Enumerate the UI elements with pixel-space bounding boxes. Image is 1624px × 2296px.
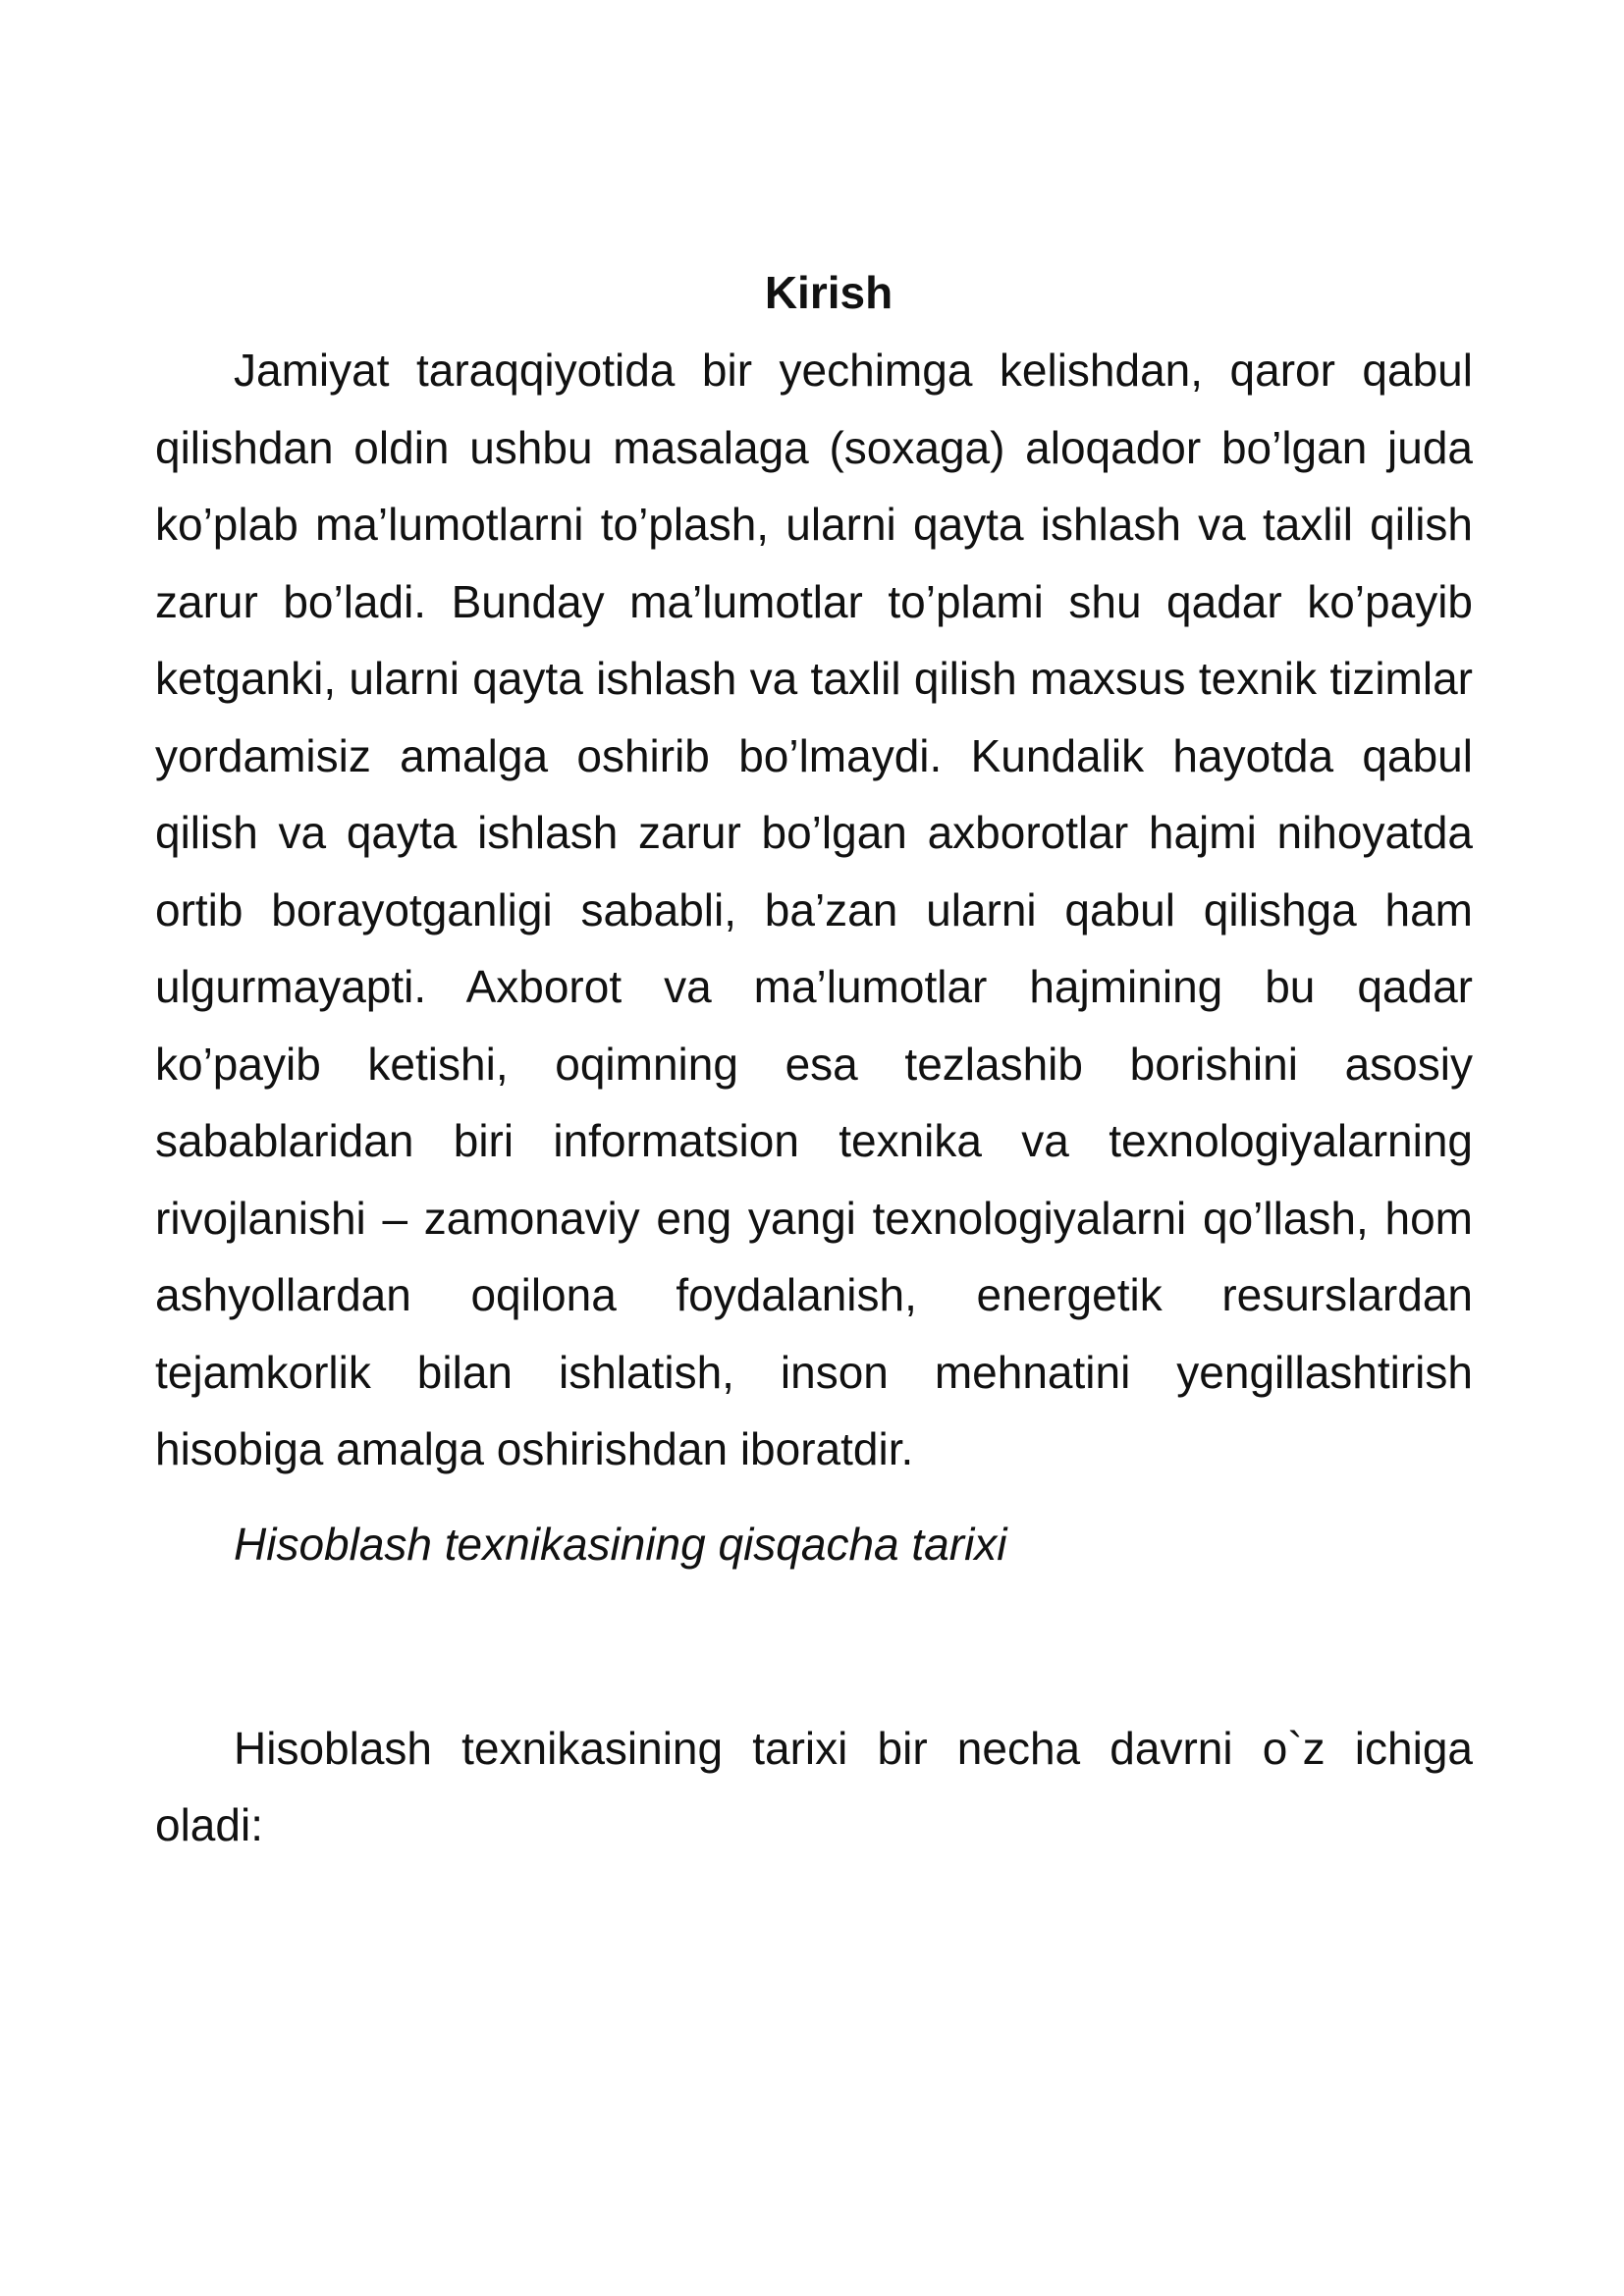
section-paragraph: Hisoblash texnikasining tarixi bir necha davrni o`z ichiga oladi: [155,1722,1473,1850]
intro-paragraph: Jamiyat taraqqiyotida bir yechimga kelishdan, qaror qabul qilishdan oldin ushbu masalaga (soxaga) aloqador bo’lgan juda ko’plab ma’lumotlarni to’plash, ularni qayta ishlash va taxlil qilish zarur bo’ladi. Bunday ma’lumotlar to’plami shu qadar ko’payib ketganki, ularni qayta ishlash va taxlil qilish maxsus texnik tizimlar yordamisiz amalga oshirib bo’lmaydi. Kundalik hayotda qabul qilish va qayta ishlash zarur bo’lgan axborotlar hajmi nihoyatda ortib borayotganligi sababli, ba’zan ularni qabul qilishga ham ulgurmayapti. Axborot va ma’lumotlar hajmining bu qadar ko’payib ketishi, oqimning esa tezlashib borishini asosiy sabablaridan biri informatsion texnika va texnologiyalarning rivojlanishi – zamonaviy eng yangi texnologiyalarni qo’llash, hom ashyollardan oqilona foydalanish, energetik resurslardan tejamkorlik bilan ishlatish, inson mehnatini yengillashtirish hisobiga amalga oshirishdan iboratdir. [155,345,1473,1474]
page-title: Kirish [764,267,893,318]
section-heading: Hisoblash texnikasining qisqacha tarixi [234,1518,1007,1570]
page-content [155,253,1473,1864]
